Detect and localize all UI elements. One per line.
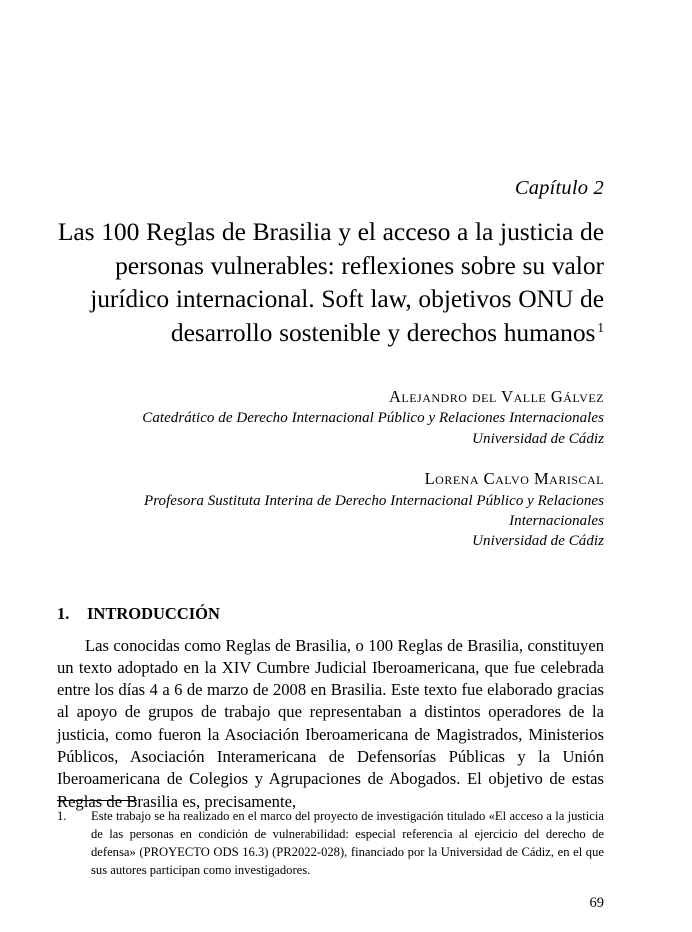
body-text	[57, 635, 604, 814]
footnote-item	[57, 808, 604, 880]
author-institution: Universidad de Cádiz	[472, 430, 604, 447]
page-number: 69	[589, 895, 604, 911]
paragraph: Las conocidas como Reglas de Brasilia, o 100 Reglas de Brasilia, constituyen un texto adoptado en la XIV Cumbre Judicial Iberoamericana, que fue celebrada entre los días 4 a 6 de marzo de 2008 en Brasilia. Este texto fue elaborado gracias al apoyo de grupos de trabajo que representaban a distintos operadores de la justicia, como fueron la Asociación Iberoamericana de Magistrados, Ministerios Públicos, Asociación Interamericana de Defensorías Públicas y la Unión Iberoamericana de Colegios y Agrupaciones de Abogados. El objetivo de estas Reglas de Brasilia es, precisamente,	[57, 635, 604, 811]
author-institution: Universidad de Cádiz	[472, 533, 604, 550]
footnote-separator-rule	[57, 800, 137, 801]
author-entry	[57, 386, 604, 449]
footnote-marker: 1.	[57, 809, 67, 823]
section-number: 1.	[57, 603, 70, 623]
author-name: Alejandro del Valle Gálvez	[388, 387, 604, 407]
author-list	[57, 386, 604, 551]
chapter-label: Capítulo 2	[514, 177, 604, 199]
author-affiliation: Profesora Sustituta Interina de Derecho Internacional Público y Relaciones Internacionales	[144, 492, 604, 529]
footnote-area	[57, 800, 604, 880]
section-title: INTRODUCCIÓN	[87, 603, 220, 623]
title-footnote-reference: 1	[597, 319, 604, 335]
author-name: Lorena Calvo Mariscal	[424, 469, 604, 489]
page-title	[57, 215, 604, 351]
page-content-column	[57, 0, 604, 813]
footnote-text: Este trabajo se ha realizado en el marco del proyecto de investigación titulado «El acceso a la justicia de las personas en condición de vulnerabilidad: especial referencia al ejercicio del derecho de defensa» (PROYECTO ODS 16.3) (PR2022-028), financiado por la Universidad de Cádiz, en el que sus autores participan como investigadores.	[91, 809, 604, 877]
chapter-title-text: Las 100 Reglas de Brasilia y el acceso a la justicia de personas vulnerables: reflexiones sobre su valor jurídico internacional. Soft law, objetivos ONU de desarrollo sostenible y derechos humanos	[57, 216, 604, 348]
section-heading	[57, 604, 604, 624]
author-entry	[57, 468, 604, 551]
author-affiliation: Catedrático de Derecho Internacional Público y Relaciones Internacionales	[142, 410, 604, 427]
